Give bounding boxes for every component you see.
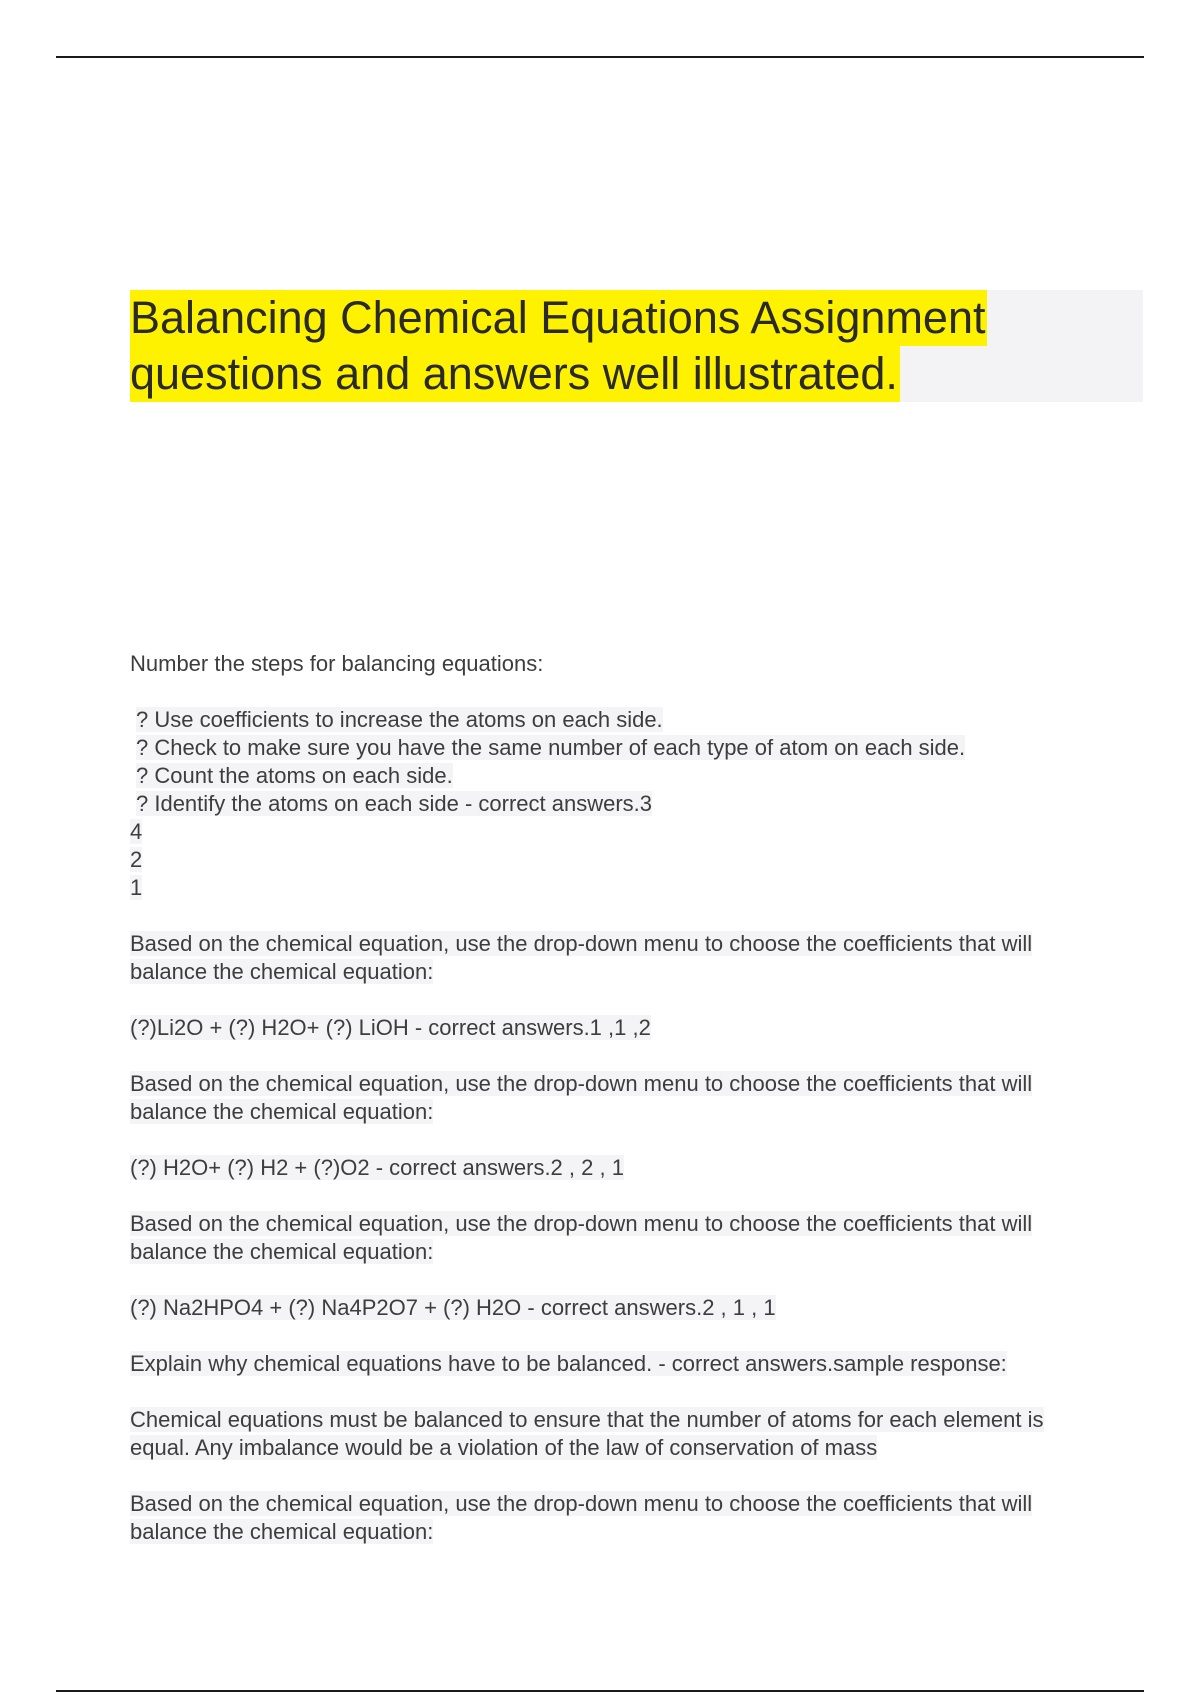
question-4-prompt	[130, 1210, 1145, 1266]
answer-text: Chemical equations must be balanced to ensure that the number of atoms for each element is	[130, 1407, 1044, 1432]
question-6-prompt	[130, 1490, 1145, 1546]
answer-number: 4	[130, 819, 143, 844]
equation-answer: (?) Na2HPO4 + (?) Na4P2O7 + (?) H2O - correct answers.2 , 1 , 1	[130, 1295, 776, 1320]
question-text: Based on the chemical equation, use the drop-down menu to choose the coefficients that will	[130, 1071, 1033, 1096]
question-text: Based on the chemical equation, use the drop-down menu to choose the coefficients that will	[130, 1491, 1033, 1516]
question-5-prompt	[130, 1350, 1145, 1378]
step-item: ? Count the atoms on each side.	[136, 763, 453, 788]
question-3-prompt	[130, 1070, 1145, 1126]
question-steps-list	[130, 706, 1145, 902]
question-5-answer	[130, 1406, 1145, 1462]
equation-answer: (?) H2O+ (?) H2 + (?)O2 - correct answers.2 , 2 , 1	[130, 1155, 624, 1180]
question-text: Based on the chemical equation, use the drop-down menu to choose the coefficients that will	[130, 1211, 1033, 1236]
top-rule	[56, 56, 1144, 58]
question-steps-prompt	[130, 650, 1145, 678]
question-4-equation	[130, 1294, 1145, 1322]
title-line-2: questions and answers well illustrated.	[130, 346, 900, 402]
document-body	[130, 650, 1145, 1574]
answer-number: 2	[130, 847, 143, 872]
answer-number: 1	[130, 875, 143, 900]
step-item: ? Use coefficients to increase the atoms on each side.	[136, 707, 663, 732]
step-item: ? Check to make sure you have the same number of each type of atom on each side.	[136, 735, 966, 760]
question-2-equation	[130, 1014, 1145, 1042]
question-2-prompt	[130, 930, 1145, 986]
bottom-rule	[56, 1690, 1144, 1692]
question-text: Explain why chemical equations have to be balanced. - correct answers.sample response:	[130, 1351, 1007, 1376]
question-text: balance the chemical equation:	[130, 959, 434, 984]
answer-text: equal. Any imbalance would be a violation of the law of conservation of mass	[130, 1435, 878, 1460]
document-title	[130, 290, 1143, 402]
equation-answer: (?)Li2O + (?) H2O+ (?) LiOH - correct answers.1 ,1 ,2	[130, 1015, 651, 1040]
title-line-1: Balancing Chemical Equations Assignment	[130, 290, 987, 346]
question-3-equation	[130, 1154, 1145, 1182]
question-text: balance the chemical equation:	[130, 1519, 434, 1544]
step-item: ? Identify the atoms on each side - correct answers.3	[136, 791, 653, 816]
question-text: Number the steps for balancing equations:	[130, 651, 544, 676]
question-text: balance the chemical equation:	[130, 1239, 434, 1264]
question-text: balance the chemical equation:	[130, 1099, 434, 1124]
question-text: Based on the chemical equation, use the drop-down menu to choose the coefficients that will	[130, 931, 1033, 956]
